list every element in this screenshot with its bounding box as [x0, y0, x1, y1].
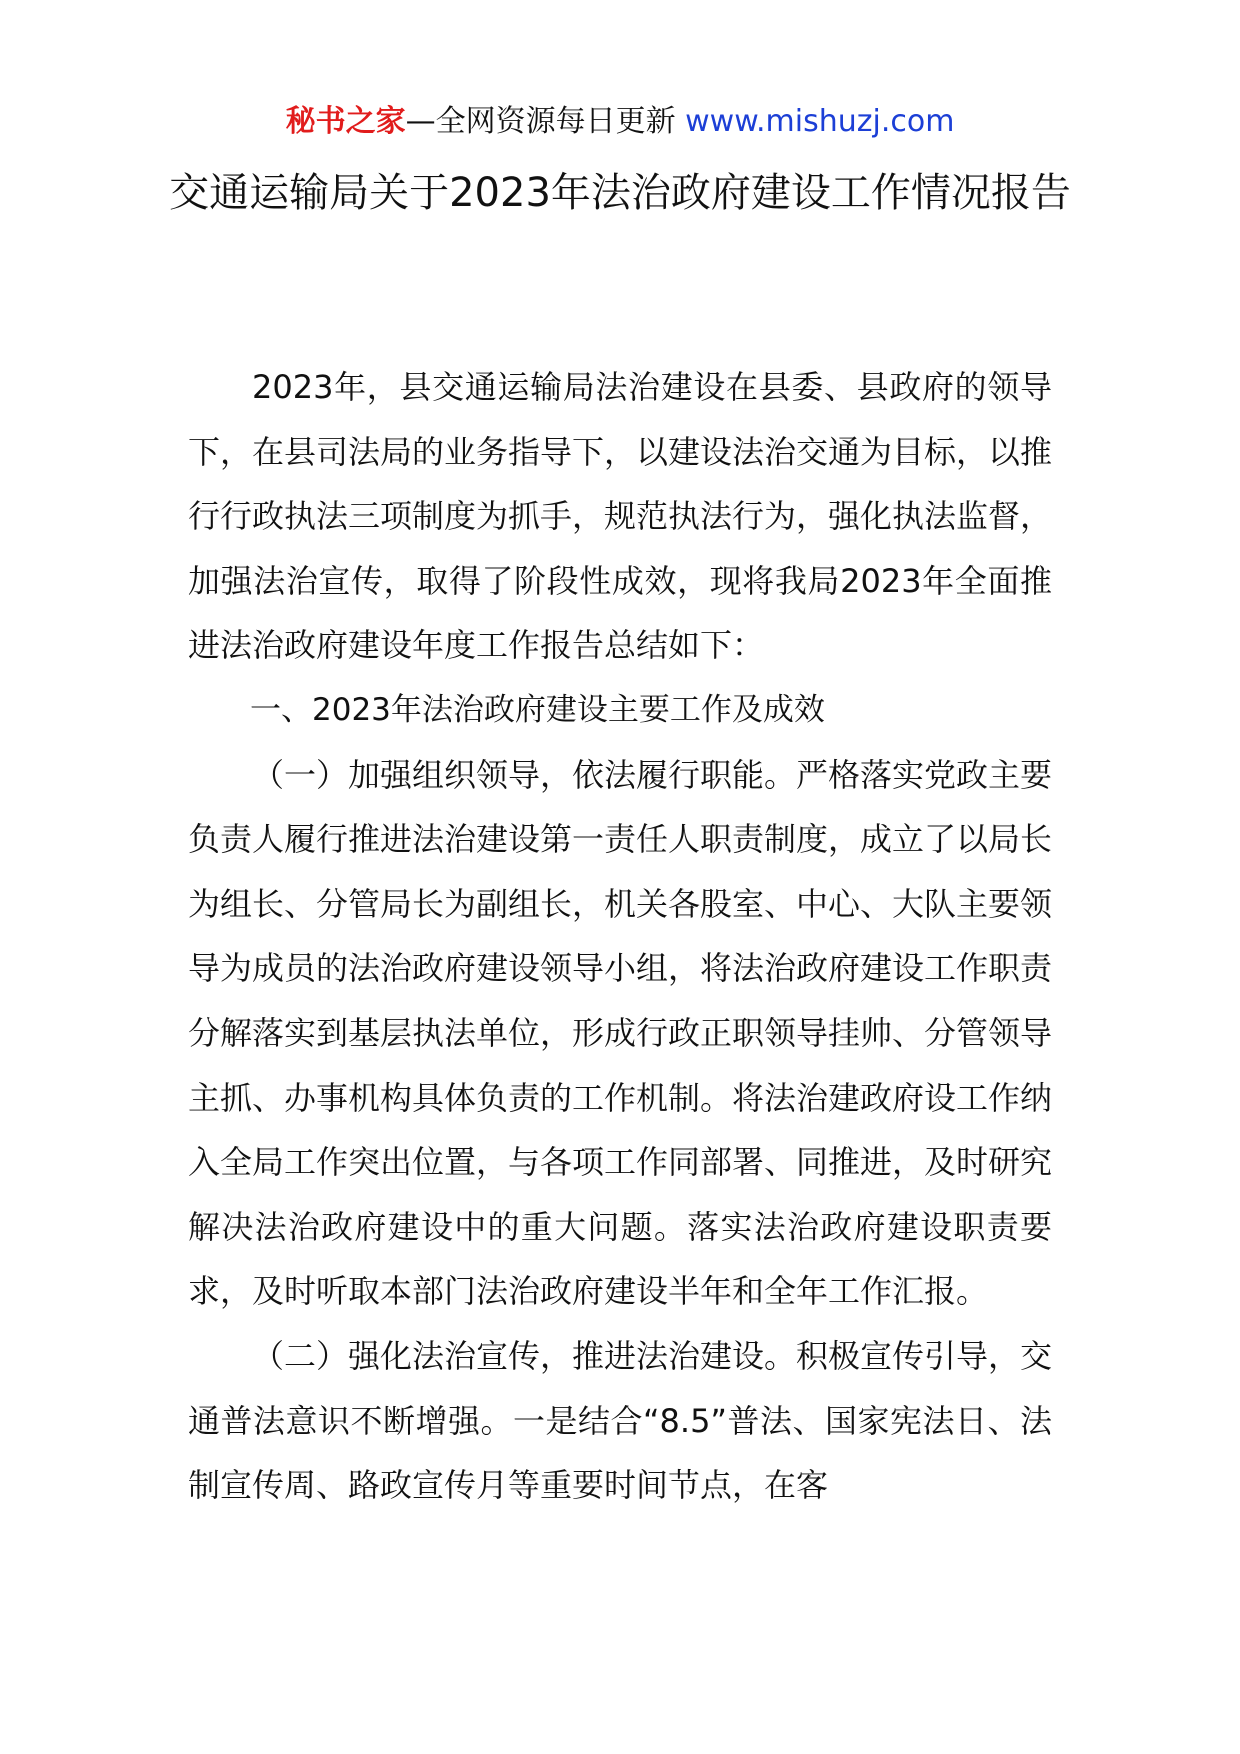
item-one-paragraph: （一）加强组织领导，依法履行职能。严格落实党政主要负责人履行推进法治建设第一责任人职责制度，成立了以局长为组长、分管局长为副组长，机关各股室、中心、大队主要领导为成员的法治政府建设领导小组，将法治政府建设工作职责分解落实到基层执法单位，形成行政正职领导挂帅、分管领导主抓、办事机构具体负责的工作机制。将法治建政府设工作纳入全局工作突出位置，与各项工作同部署、同推进，及时研究解决法治政府建设中的重大问题。落实法治政府建设职责要求，及时听取本部门法治政府建设半年和全年工作汇报。 — [188, 755, 1053, 1311]
intro-paragraph: 2023年，县交通运输局法治建设在县委、县政府的领导下，在县司法局的业务指导下，以建设法治交通为目标，以推行行政执法三项制度为抓手，规范执法行为，强化执法监督，加强法治宣传，取得了阶段性成效，现将我局2023年全面推进法治政府建设年度工作报告总结如下： — [188, 368, 1053, 665]
document-body — [188, 355, 1052, 1518]
item-two-paragraph: （二）强化法治宣传，推进法治建设。积极宣传引导，交通普法意识不断增强。一是结合“8.5”普法、国家宪法日、法制宣传周、路政宣传月等重要时间节点，在客 — [188, 1336, 1053, 1505]
banner-tagline: —全网资源每日更新 — [405, 104, 686, 139]
site-banner — [0, 100, 1240, 144]
section-heading: 一、2023年法治政府建设主要工作及成效 — [250, 691, 825, 728]
brand-name: 秘书之家 — [285, 104, 406, 139]
site-url-link[interactable]: www.mishuzj.com — [685, 104, 955, 139]
document-title: 交通运输局关于2023年法治政府建设工作情况报告 — [169, 170, 1071, 216]
